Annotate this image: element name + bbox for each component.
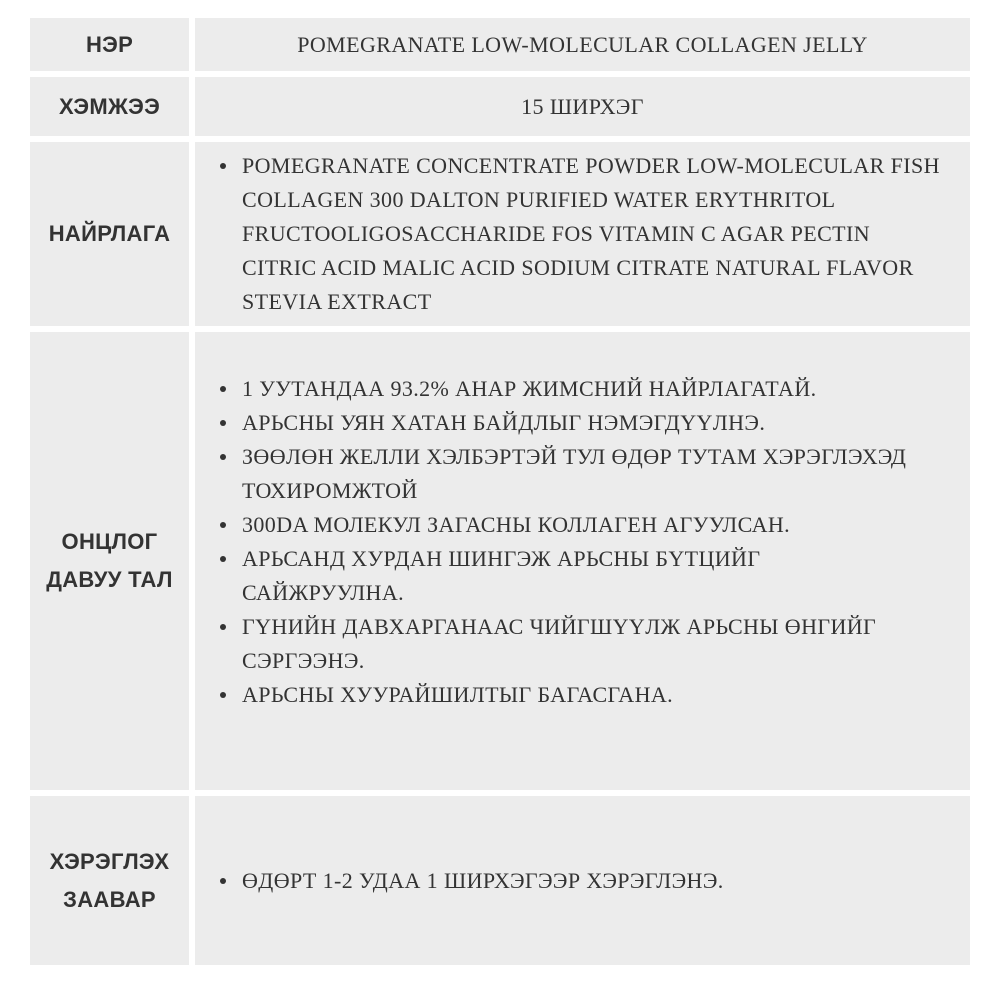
list-item: ӨДӨРТ 1-2 УДАА 1 ШИРХЭГЭЭР ХЭРЭГЛЭНЭ. [217, 864, 724, 898]
size-label: ХЭМЖЭЭ [58, 93, 161, 119]
size-value: 15 ШИРХЭГ [521, 93, 644, 119]
list-item: АРЬСНЫ УЯН ХАТАН БАЙДЛЫГ НЭМЭГДҮҮЛНЭ. [217, 406, 927, 440]
usage-label-line1: ХЭРЭГЛЭХ [49, 848, 170, 874]
usage-value-cell [195, 796, 970, 965]
features-list [217, 372, 927, 712]
name-label-cell [30, 18, 189, 71]
ingredients-label: НАЙРЛАГА [48, 221, 171, 246]
list-item: ГҮНИЙН ДАВХАРГАНААС ЧИЙГШҮҮЛЖ АРЬСНЫ ӨНГИЙГ СЭРГЭЭНЭ. [217, 610, 927, 678]
name-label: НЭР [85, 31, 134, 57]
ingredients-value-cell [195, 142, 970, 326]
features-label-line1: ОНЦЛОГ [61, 529, 158, 554]
features-label-cell [30, 332, 189, 790]
name-value: POMEGRANATE LOW-MOLECULAR COLLAGEN JELLY [297, 31, 868, 57]
features-label-line2: ДАВУУ ТАЛ [46, 567, 173, 592]
list-item: АРЬСНЫ ХУУРАЙШИЛТЫГ БАГАСГАНА. [217, 678, 927, 712]
list-item: 1 УУТАНДАА 93.2% АНАР ЖИМСНИЙ НАЙРЛАГАТАЙ. [217, 372, 927, 406]
usage-label-cell [30, 796, 189, 965]
size-label-cell [30, 77, 189, 136]
features-value-cell [195, 332, 970, 790]
ingredients-label-cell [30, 142, 189, 326]
list-item: АРЬСАНД ХУРДАН ШИНГЭЖ АРЬСНЫ БҮТЦИЙГ САЙЖРУУЛНА. [217, 542, 927, 610]
size-value-cell [195, 77, 970, 136]
list-item: 300DA МОЛЕКУЛ ЗАГАСНЫ КОЛЛАГЕН АГУУЛСАН. [217, 508, 927, 542]
ingredients-list-item: POMEGRANATE CONCENTRATE POWDER LOW-MOLECULAR FISH COLLAGEN 300 DALTON PURIFIED WATER ERYTHRITOL FRUCTOOLIGOSACCHARIDE FOS VITAMIN C AGAR PECTIN CITRIC ACID MALIC ACID SODIUM CITRATE NATURAL FLAVOR STEVIA EXTRACT [217, 149, 947, 319]
usage-list [217, 864, 724, 898]
name-value-cell [195, 18, 970, 71]
ingredients-list [217, 149, 947, 319]
usage-label-line2: ЗААВАР [63, 886, 156, 912]
list-item: ЗӨӨЛӨН ЖЕЛЛИ ХЭЛБЭРТЭЙ ТУЛ ӨДӨР ТУТАМ ХЭРЭГЛЭХЭД ТОХИРОМЖТОЙ [217, 440, 927, 508]
